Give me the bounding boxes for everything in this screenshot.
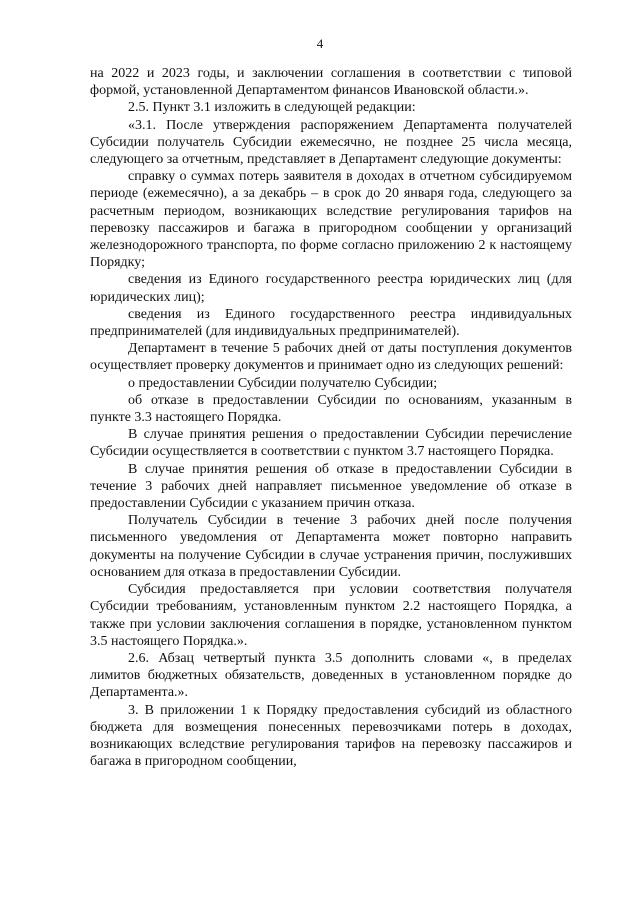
paragraph-refusal-notice: В случае принятия решения об отказе в предоставлении Субсидии в течение 3 рабочих дней направляет письменное уведомление об отказе в предоставлении Субсидии с указанием причин отказа. (90, 461, 572, 512)
paragraph-entrepreneurs-register: сведения из Единого государственного реестра индивидуальных предпринимателей (для индивидуальных предпринимателей). (90, 306, 572, 340)
paragraph-conditions: Субсидия предоставляется при условии соответствия получателя Субсидии требованиям, установленным пунктом 2.2 настоящего Порядка, а также при условии заключения соглашения в порядке, установленном пунктом 3.5 настоящего Порядка.». (90, 582, 572, 649)
paragraph-continuation: на 2022 и 2023 годы, и заключении соглашения в соответствии с типовой формой, установленной Департаментом финансов Ивановской области.». (90, 66, 572, 99)
paragraph-loss-certificate: справку о суммах потерь заявителя в доходах в отчетном субсидируемом периоде (ежемесячно), а за декабрь – в срок до 20 января года, следующего за расчетным периодом, возникающих вследствие регулирования тарифов на перевозку пассажиров и багажа в пригородном сообщении у организаций железнодорожного транспорта, по форме согласно приложению 2 к настоящему Порядку; (90, 169, 572, 271)
paragraph-decision-refusal: об отказе в предоставлении Субсидии по основаниям, указанным в пункте 3.3 настоящего Порядка. (90, 392, 572, 426)
paragraph-clause-3-1: «3.1. После утверждения распоряжением Департамента получателей Субсидии получатель Субсидии ежемесячно, не позднее 25 числа месяца, следующего за отчетным, представляет в Департамент следующие документы: (90, 117, 572, 168)
paragraph-decision-grant: о предоставлении Субсидии получателю Субсидии; (128, 375, 438, 391)
paragraph-department-review: Департамент в течение 5 рабочих дней от даты поступления документов осуществляет проверку документов и принимает одно из следующих решений: (90, 341, 572, 374)
paragraph-item-2-5: 2.5. Пункт 3.1 изложить в следующей редакции: (128, 100, 416, 116)
page-number: 4 (316, 36, 324, 51)
paragraph-item-2-6: 2.6. Абзац четвертый пункта 3.5 дополнить словами «, в пределах лимитов бюджетных обязательств, доведенных в установленном порядке до Департамента.». (90, 650, 572, 701)
document-body (90, 65, 572, 770)
paragraph-resubmission: Получатель Субсидии в течение 3 рабочих дней после получения письменного уведомления от Департамента может повторно направить документы на получение Субсидии в случае устранения причин, послуживших основанием для отказа в предоставлении Субсидии. (90, 513, 572, 580)
paragraph-item-3: 3. В приложении 1 к Порядку предоставления субсидий из областного бюджета для возмещения понесенных перевозчиками потерь в доходах, возникающих вследствие регулирования тарифов на перевозку пассажиров и багажа в пригородном сообщении, (90, 702, 572, 770)
paragraph-legal-entities-register: сведения из Единого государственного реестра юридических лиц (для юридических лиц); (90, 272, 572, 305)
paragraph-transfer: В случае принятия решения о предоставлении Субсидии перечисление Субсидии осуществляется в соответствии с пунктом 3.7 настоящего Порядка. (90, 427, 572, 460)
